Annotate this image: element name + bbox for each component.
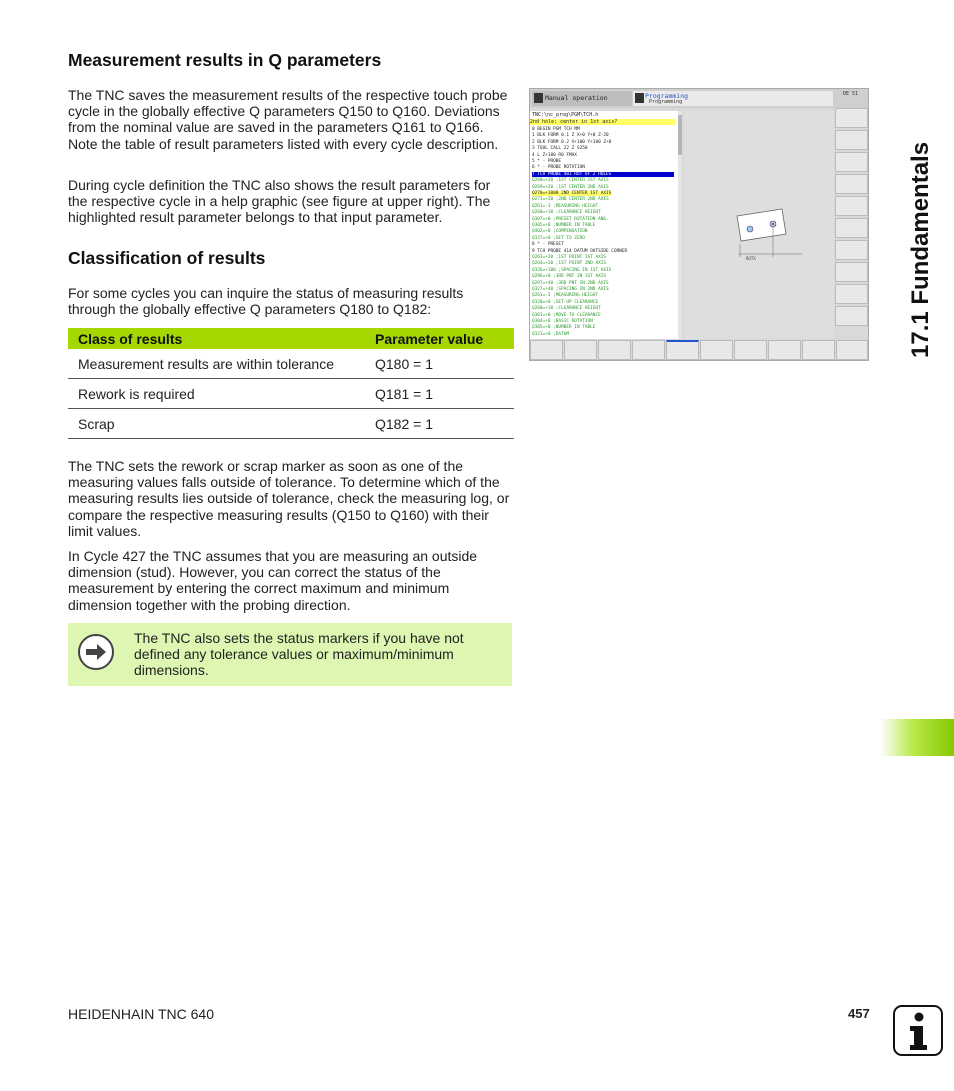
table-row [68, 409, 514, 439]
figure-graphic-label: ROTX [746, 256, 756, 261]
figure-dialog-prompt [530, 119, 676, 125]
figure-code-line: Q270=+1000 2ND CENTER 1ST AXIS [532, 191, 612, 196]
figure-program-path: TNC:\nc_prog\PGM\TCH.h [532, 112, 599, 118]
figure-code-line: Q261=-3 ;MEASURING HEIGHT [532, 293, 599, 299]
figure-code-line: Q301=+0 ;MOVE TO CLEARANCE [532, 312, 601, 318]
programming-mode-icon [635, 93, 644, 103]
figure-softkey[interactable] [700, 340, 733, 360]
figure-softkey[interactable] [768, 340, 801, 360]
chapter-side-title-text: 17.1 Fundamentals [907, 141, 934, 358]
figure-tab-programming-sublabel: Programming [649, 99, 683, 105]
figure-code-line: 0 BEGIN PGM TCH MM [532, 127, 580, 132]
note-text: The TNC also sets the status markers if you have not defined any tolerance values or maximum/minimum dimensions. [134, 630, 464, 678]
figure-code-line: 1 BLK FORM 0.1 Z X+0 Y+0 Z-20 [532, 133, 609, 139]
table-cell: Scrap [68, 409, 365, 439]
figure-help-graphic [684, 111, 834, 339]
figure-vertical-softkeys [835, 108, 868, 340]
figure-code-line: Q320=+0 ;SET-UP CLEARANCE [532, 299, 599, 305]
figure-scrollbar [678, 111, 682, 339]
figure-code-line: 4 L Z+100 R0 FMAX [532, 152, 577, 158]
figure-code-line: Q331=+0 ;DATUM [532, 331, 570, 337]
figure-softkey[interactable] [734, 340, 767, 360]
figure-code-line: Q305=+0 ;NUMBER IN TABLE [532, 325, 596, 331]
figure-mode-bar [530, 89, 868, 108]
results-class-table [68, 328, 514, 439]
figure-code-line: Q296=+0 ;3RD PNT IN 1ST AXIS [532, 274, 607, 280]
figure-softkey[interactable] [564, 340, 597, 360]
figure-tab-programming-label: Programming [645, 92, 689, 100]
paragraph-classification-intro: For some cycles you can inquire the status of measuring results through the globally effective Q parameters Q180 to Q182: [68, 285, 464, 318]
figure-tab-programming [633, 91, 833, 106]
figure-softkey[interactable] [666, 340, 699, 360]
figure-softkey[interactable] [835, 306, 868, 326]
table-cell: Q180 = 1 [365, 349, 514, 379]
figure-softkey[interactable] [598, 340, 631, 360]
section-heading-measurement-results: Measurement results in Q parameters [68, 50, 382, 70]
chapter-side-title [870, 40, 950, 370]
figure-code-line: Q268=+20 ;1ST CENTER 1ST AXIS [532, 178, 609, 184]
note-box [68, 623, 512, 686]
figure-softkey[interactable] [835, 240, 868, 260]
footer-product-name: HEIDENHAIN TNC 640 [68, 1006, 215, 1022]
paragraph-rework-scrap: The TNC sets the rework or scrap marker as soon as one of the measuring values falls outside of tolerance. To determine which of the measuring results lies outside of tolerance, check the measuring log, or compare the respective measuring results (Q150 to Q160) with their limit values. [68, 458, 510, 539]
figure-softkey[interactable] [632, 340, 665, 360]
tnc-screenshot-figure [529, 88, 869, 361]
figure-softkey[interactable] [835, 108, 868, 128]
figure-code-line: Q304=+0 ;BASIC ROTATION [532, 319, 593, 324]
info-icon [893, 1005, 943, 1056]
figure-code-line: Q337=+0 ;SET TO ZERO [532, 235, 585, 241]
machine-mode-icon [534, 93, 543, 103]
figure-code-line: Q260=+10 ;CLEARANCE HEIGHT [532, 210, 601, 216]
table-cell: Q182 = 1 [365, 409, 514, 439]
figure-program-listing [530, 111, 680, 339]
table-header-row [68, 328, 514, 349]
figure-softkey[interactable] [835, 196, 868, 216]
figure-horizontal-softkeys [530, 340, 868, 360]
figure-code-line: Q263=+20 ;1ST POINT 1ST AXIS [532, 255, 607, 260]
figure-softkey[interactable] [835, 152, 868, 172]
figure-code-line: 6 * - PROBE ROTATION [532, 165, 585, 171]
figure-code-line: Q261=-3 ;MEASURING HEIGHT [532, 203, 599, 209]
figure-softkey[interactable] [802, 340, 835, 360]
table-header-class: Class of results [68, 328, 365, 349]
figure-code-line: Q307=+0 ;PRESET ROTATION ANG. [532, 216, 609, 222]
figure-softkey[interactable] [835, 130, 868, 150]
figure-softkey[interactable] [835, 174, 868, 194]
paragraph-q-parameters: The TNC saves the measurement results of the respective touch probe cycle in the globally effective Q parameters Q150 to Q160. Deviations from the nominal value are saved in the parameters Q161 to Q166. Note the table of result parameters listed with every cycle description. [68, 87, 508, 152]
figure-softkey[interactable] [835, 218, 868, 238]
figure-tab-manual-operation [532, 91, 632, 106]
table-cell: Rework is required [68, 379, 365, 409]
paragraph-help-graphic: During cycle definition the TNC also shows the result parameters for the respective cycle in a help graphic (see figure at upper right). The highlighted result parameter belongs to that input parameter. [68, 177, 491, 226]
figure-softkey[interactable] [836, 340, 868, 360]
figure-code-line: Q327=+40 ;SPACING IN 2ND AXIS [532, 287, 609, 292]
figure-code-line: Q305=+0 ;NUMBER IN TABLE [532, 223, 596, 228]
figure-code-line: Q326=+100 ;SPACING IN 1ST AXIS [532, 267, 612, 273]
figure-code-line: Q297=+40 ;3RD PNT IN 2ND AXIS [532, 280, 609, 286]
figure-softkey[interactable] [530, 340, 563, 360]
chapter-tab-marker [880, 719, 954, 756]
table-cell: Measurement results are within tolerance [68, 349, 365, 379]
figure-code-line: Q271=+20 ;2ND CENTER 2ND AXIS [532, 197, 609, 203]
figure-status-text: DE 51 [843, 91, 859, 97]
section-heading-classification: Classification of results [68, 248, 266, 268]
figure-code-line: 5 * - PROBE [532, 159, 562, 164]
figure-code-line: 3 TOOL CALL 22 Z S250 [532, 146, 588, 152]
figure-code-line: 2 BLK FORM 0.2 X+100 Y+100 Z+0 [532, 139, 612, 145]
table-header-value: Parameter value [365, 328, 514, 349]
arrow-right-icon [78, 634, 114, 670]
figure-prompt-text: 2nd hole: center in 1st axis? [530, 119, 618, 125]
figure-code-line: Q269=+20 ;1ST CENTER 2ND AXIS [532, 184, 609, 190]
figure-code-line: 7 TCH PROBE 401 ROT OF 2 HOLES [532, 172, 674, 177]
page-number: 457 [848, 1006, 870, 1021]
paragraph-cycle-427: In Cycle 427 the TNC assumes that you are measuring an outside dimension (stud). However, you can correct the status of the measurement by entering the correct maximum and minimum dimension together with the probing direction. [68, 548, 478, 613]
figure-softkey[interactable] [835, 284, 868, 304]
table-cell: Q181 = 1 [365, 379, 514, 409]
figure-code-line: Q264=+20 ;1ST POINT 2ND AXIS [532, 261, 607, 267]
figure-softkey[interactable] [835, 262, 868, 282]
figure-tab-manual-label: Manual operation [545, 94, 608, 102]
figure-code-line: 8 * - PRESET [532, 242, 564, 248]
table-row [68, 349, 514, 379]
figure-code-line: 9 TCH PROBE 414 DATUM OUTSIDE CORNER [532, 248, 628, 254]
figure-code-line: Q402=+0 ;COMPENSATION [532, 229, 588, 235]
table-row [68, 379, 514, 409]
figure-code-line: Q260=+10 ;CLEARANCE HEIGHT [532, 306, 601, 312]
